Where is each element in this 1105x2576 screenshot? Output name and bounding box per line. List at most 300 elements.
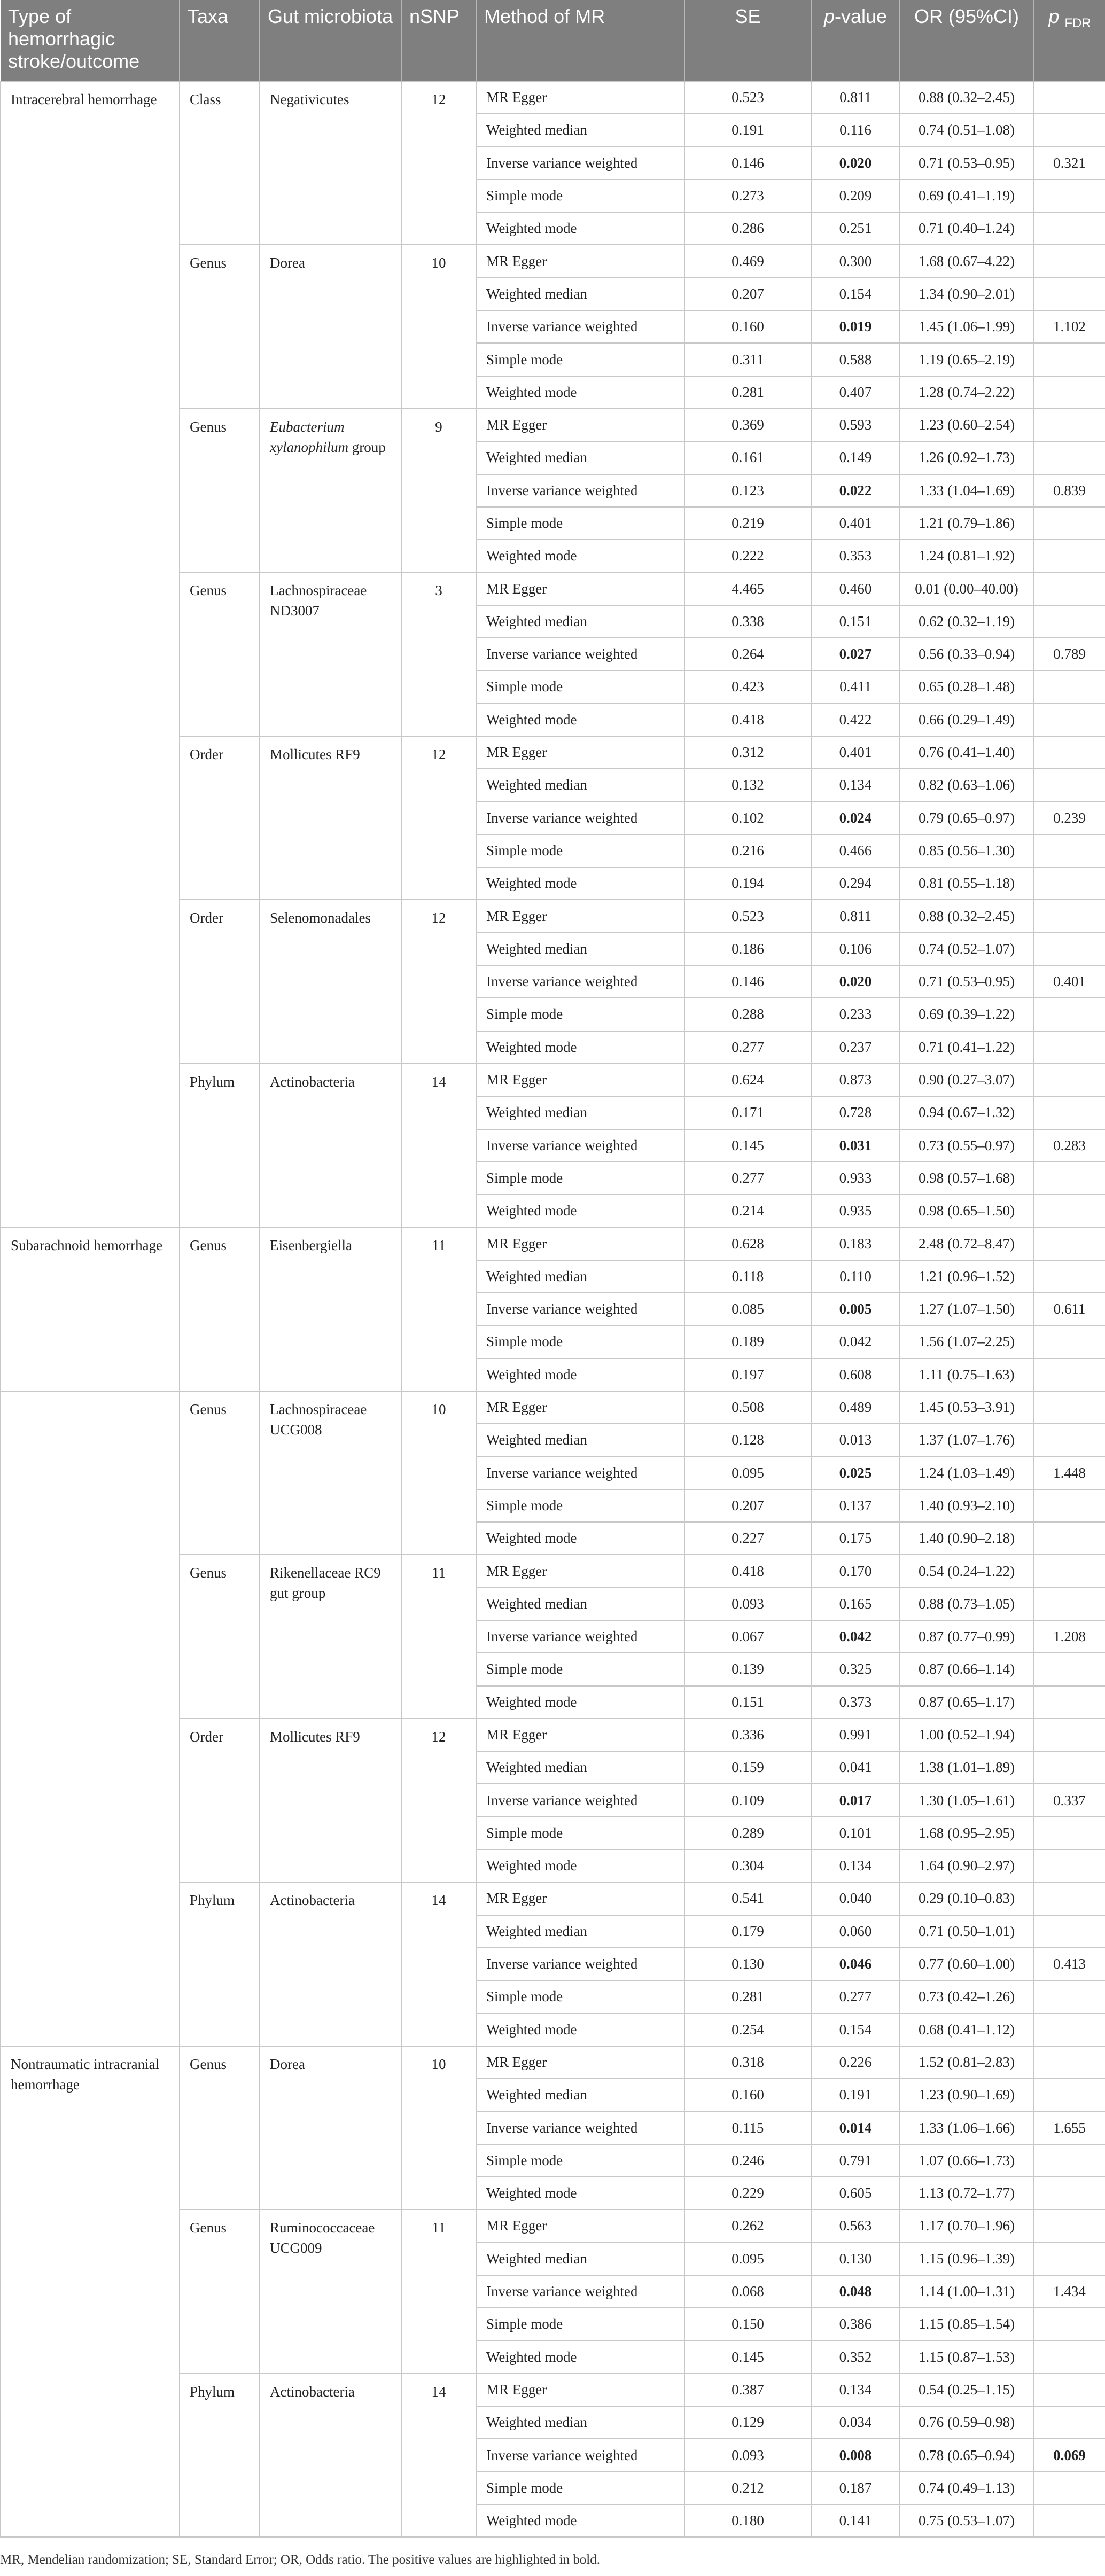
p-value-cell: 0.352 (811, 2340, 900, 2373)
method-cell: Weighted median (476, 1588, 684, 1620)
or-cell: 0.71 (0.53–0.95) (900, 965, 1033, 998)
p-fdr-cell (1033, 605, 1105, 638)
or-cell: 1.19 (0.65–2.19) (900, 343, 1033, 376)
nsnp-cell: 10 (401, 1391, 476, 1555)
or-cell: 0.77 (0.60–1.00) (900, 1948, 1033, 1980)
se-cell: 0.118 (684, 1260, 811, 1293)
or-cell: 0.71 (0.40–1.24) (900, 212, 1033, 245)
p-value-cell: 0.134 (811, 2374, 900, 2406)
p-value-cell: 0.325 (811, 1653, 900, 1685)
se-cell: 0.288 (684, 998, 811, 1031)
method-cell: Weighted mode (476, 2340, 684, 2373)
or-cell: 1.33 (1.06–1.66) (900, 2111, 1033, 2144)
or-cell: 1.13 (0.72–1.77) (900, 2177, 1033, 2210)
se-cell: 0.423 (684, 670, 811, 703)
or-cell: 1.23 (0.90–1.69) (900, 2079, 1033, 2111)
se-cell: 0.159 (684, 1751, 811, 1784)
or-cell: 0.29 (0.10–0.83) (900, 1882, 1033, 1915)
se-cell: 0.277 (684, 1031, 811, 1064)
or-cell: 0.87 (0.65–1.17) (900, 1686, 1033, 1719)
se-cell: 0.212 (684, 2472, 811, 2504)
or-cell: 1.21 (0.79–1.86) (900, 507, 1033, 540)
p-fdr-cell: 1.208 (1033, 1620, 1105, 1653)
p-value-cell: 0.728 (811, 1096, 900, 1129)
se-cell: 0.160 (684, 310, 811, 343)
or-cell: 1.33 (1.04–1.69) (900, 474, 1033, 507)
or-cell: 1.11 (0.75–1.63) (900, 1359, 1033, 1391)
nsnp-cell: 14 (401, 1064, 476, 1227)
se-cell: 0.246 (684, 2144, 811, 2177)
se-cell: 0.095 (684, 1456, 811, 1489)
se-cell: 0.093 (684, 1588, 811, 1620)
p-value-cell: 0.031 (811, 1129, 900, 1162)
p-fdr-cell (1033, 900, 1105, 932)
method-cell: MR Egger (476, 1719, 684, 1751)
method-cell: Weighted mode (476, 212, 684, 245)
method-cell: Simple mode (476, 998, 684, 1031)
method-cell: Weighted median (476, 1424, 684, 1456)
p-fdr-cell: 1.102 (1033, 310, 1105, 343)
se-cell: 0.102 (684, 802, 811, 834)
header-method: Method of MR (476, 0, 684, 81)
method-cell: MR Egger (476, 1555, 684, 1587)
se-cell: 0.469 (684, 245, 811, 277)
p-value-cell: 0.170 (811, 1555, 900, 1587)
p-fdr-cell (1033, 2472, 1105, 2504)
outcome-cell: Nontraumatic intracranial hemorrhage (1, 2046, 180, 2537)
p-value-cell: 0.873 (811, 1064, 900, 1096)
microbiota-cell: Actinobacteria (260, 2374, 401, 2537)
or-cell: 0.85 (0.56–1.30) (900, 834, 1033, 867)
se-cell: 0.191 (684, 114, 811, 146)
p-fdr-cell (1033, 2079, 1105, 2111)
p-value-cell: 0.013 (811, 1424, 900, 1456)
p-value-cell: 0.154 (811, 2013, 900, 2046)
method-cell: Weighted median (476, 2406, 684, 2439)
or-cell: 1.68 (0.67–4.22) (900, 245, 1033, 277)
table-row (1, 1391, 1105, 1424)
p-value-cell: 0.187 (811, 2472, 900, 2504)
taxa-cell: Order (180, 900, 260, 1063)
se-cell: 0.123 (684, 474, 811, 507)
p-fdr-cell (1033, 1424, 1105, 1456)
p-fdr-cell (1033, 704, 1105, 736)
p-value-cell: 0.226 (811, 2046, 900, 2079)
or-cell: 1.21 (0.96–1.52) (900, 1260, 1033, 1293)
p-value-cell: 0.141 (811, 2504, 900, 2537)
p-fdr-cell (1033, 933, 1105, 965)
taxa-cell: Phylum (180, 1064, 260, 1227)
method-cell: Weighted median (476, 2243, 684, 2275)
method-cell: Weighted median (476, 1751, 684, 1784)
or-cell: 1.27 (1.07–1.50) (900, 1293, 1033, 1325)
p-fdr-cell (1033, 409, 1105, 441)
p-value-cell: 0.034 (811, 2406, 900, 2439)
header-pfdr-sub: FDR (1064, 16, 1091, 31)
p-fdr-cell (1033, 1227, 1105, 1260)
method-cell: Simple mode (476, 1980, 684, 2013)
p-value-cell: 0.991 (811, 1719, 900, 1751)
se-cell: 0.281 (684, 1980, 811, 2013)
method-cell: Simple mode (476, 2308, 684, 2340)
or-cell: 0.54 (0.25–1.15) (900, 2374, 1033, 2406)
p-value-cell: 0.005 (811, 1293, 900, 1325)
p-value-cell: 0.401 (811, 736, 900, 769)
p-fdr-cell (1033, 1555, 1105, 1587)
p-value-cell: 0.593 (811, 409, 900, 441)
se-cell: 0.216 (684, 834, 811, 867)
p-fdr-cell (1033, 1915, 1105, 1948)
taxa-cell: Genus (180, 1227, 260, 1391)
p-value-cell: 0.060 (811, 1915, 900, 1948)
taxa-cell: Genus (180, 409, 260, 572)
p-fdr-cell (1033, 114, 1105, 146)
p-value-cell: 0.411 (811, 670, 900, 703)
p-value-cell: 0.466 (811, 834, 900, 867)
header-se: SE (684, 0, 811, 81)
method-cell: Simple mode (476, 2144, 684, 2177)
p-fdr-cell (1033, 2177, 1105, 2210)
p-value-cell: 0.460 (811, 572, 900, 605)
p-fdr-cell (1033, 2144, 1105, 2177)
se-cell: 0.095 (684, 2243, 811, 2275)
method-cell: Weighted mode (476, 1359, 684, 1391)
se-cell: 0.219 (684, 507, 811, 540)
or-cell: 0.87 (0.66–1.14) (900, 1653, 1033, 1685)
se-cell: 0.508 (684, 1391, 811, 1424)
p-fdr-cell: 1.655 (1033, 2111, 1105, 2144)
header-p-rest: -value (834, 5, 888, 27)
or-cell: 0.82 (0.63–1.06) (900, 769, 1033, 801)
method-cell: Simple mode (476, 343, 684, 376)
microbiota-cell: Lachnospiraceae ND3007 (260, 572, 401, 736)
or-cell: 1.40 (0.90–2.18) (900, 1522, 1033, 1555)
method-cell: MR Egger (476, 1227, 684, 1260)
se-cell: 0.214 (684, 1195, 811, 1227)
nsnp-cell: 12 (401, 81, 476, 245)
or-cell: 0.71 (0.53–0.95) (900, 147, 1033, 179)
or-cell: 0.81 (0.55–1.18) (900, 867, 1033, 900)
method-cell: Inverse variance weighted (476, 2275, 684, 2308)
p-value-cell: 0.134 (811, 1849, 900, 1882)
p-fdr-cell (1033, 769, 1105, 801)
or-cell: 1.00 (0.52–1.94) (900, 1719, 1033, 1751)
or-cell: 1.34 (0.90–2.01) (900, 278, 1033, 310)
p-fdr-cell: 0.337 (1033, 1784, 1105, 1816)
se-cell: 0.338 (684, 605, 811, 638)
method-cell: Simple mode (476, 834, 684, 867)
method-cell: Inverse variance weighted (476, 1293, 684, 1325)
se-cell: 0.151 (684, 1686, 811, 1719)
p-value-cell: 0.373 (811, 1686, 900, 1719)
header-p-fdr (1033, 0, 1105, 81)
header-pfdr-p: p (1048, 5, 1060, 27)
se-cell: 0.264 (684, 638, 811, 670)
p-value-cell: 0.407 (811, 376, 900, 409)
p-fdr-cell (1033, 1325, 1105, 1358)
p-value-cell: 0.386 (811, 2308, 900, 2340)
microbiota-cell: Ruminococcaceae UCG009 (260, 2210, 401, 2373)
p-value-cell: 0.183 (811, 1227, 900, 1260)
table-row (1, 81, 1105, 114)
method-cell: MR Egger (476, 2210, 684, 2242)
microbiota-cell (260, 409, 401, 572)
p-value-cell: 0.154 (811, 278, 900, 310)
or-cell: 1.28 (0.74–2.22) (900, 376, 1033, 409)
method-cell: MR Egger (476, 2374, 684, 2406)
method-cell: Inverse variance weighted (476, 965, 684, 998)
or-cell: 0.74 (0.49–1.13) (900, 2472, 1033, 2504)
header-nsnp: nSNP (401, 0, 476, 81)
p-value-cell: 0.041 (811, 1751, 900, 1784)
method-cell: Weighted median (476, 1096, 684, 1129)
microbiota-cell: Dorea (260, 245, 401, 408)
p-value-cell: 0.933 (811, 1162, 900, 1195)
method-cell: Simple mode (476, 1325, 684, 1358)
p-value-cell: 0.605 (811, 2177, 900, 2210)
se-cell: 0.628 (684, 1227, 811, 1260)
taxa-cell: Order (180, 736, 260, 900)
se-cell: 0.146 (684, 147, 811, 179)
p-value-cell: 0.175 (811, 1522, 900, 1555)
method-cell: Simple mode (476, 1489, 684, 1522)
method-cell: Simple mode (476, 1817, 684, 1849)
p-fdr-cell (1033, 2504, 1105, 2537)
method-cell: Inverse variance weighted (476, 1129, 684, 1162)
nsnp-cell: 11 (401, 2210, 476, 2373)
or-cell: 0.56 (0.33–0.94) (900, 638, 1033, 670)
microbiota-italic: Eubacterium xylanophilum (270, 418, 348, 455)
p-fdr-cell (1033, 540, 1105, 572)
or-cell: 0.79 (0.65–0.97) (900, 802, 1033, 834)
nsnp-cell: 11 (401, 1555, 476, 1718)
p-fdr-cell (1033, 1096, 1105, 1129)
or-cell: 0.87 (0.77–0.99) (900, 1620, 1033, 1653)
se-cell: 0.145 (684, 1129, 811, 1162)
nsnp-cell: 11 (401, 1227, 476, 1391)
method-cell: Simple mode (476, 1162, 684, 1195)
p-fdr-cell (1033, 441, 1105, 474)
or-cell: 0.98 (0.65–1.50) (900, 1195, 1033, 1227)
p-value-cell: 0.251 (811, 212, 900, 245)
method-cell: Weighted median (476, 114, 684, 146)
p-fdr-cell (1033, 1686, 1105, 1719)
p-fdr-cell: 0.611 (1033, 1293, 1105, 1325)
p-fdr-cell: 0.413 (1033, 1948, 1105, 1980)
se-cell: 0.222 (684, 540, 811, 572)
p-value-cell: 0.137 (811, 1489, 900, 1522)
p-fdr-cell (1033, 1064, 1105, 1096)
p-fdr-cell (1033, 1489, 1105, 1522)
method-cell: Weighted mode (476, 1686, 684, 1719)
p-fdr-cell (1033, 1031, 1105, 1064)
or-cell: 0.88 (0.32–2.45) (900, 81, 1033, 114)
nsnp-cell: 12 (401, 1719, 476, 1882)
p-value-cell: 0.046 (811, 1948, 900, 1980)
method-cell: Weighted mode (476, 867, 684, 900)
or-cell: 0.76 (0.41–1.40) (900, 736, 1033, 769)
p-fdr-cell (1033, 2374, 1105, 2406)
se-cell: 0.207 (684, 1489, 811, 1522)
se-cell: 0.109 (684, 1784, 811, 1816)
method-cell: Weighted mode (476, 2177, 684, 2210)
p-fdr-cell (1033, 1751, 1105, 1784)
or-cell: 0.74 (0.52–1.07) (900, 933, 1033, 965)
or-cell: 1.24 (0.81–1.92) (900, 540, 1033, 572)
microbiota-suffix: group (348, 439, 386, 455)
se-cell: 0.186 (684, 933, 811, 965)
p-fdr-cell (1033, 1882, 1105, 1915)
header-p-italic: p (823, 5, 835, 27)
method-cell: Inverse variance weighted (476, 1948, 684, 1980)
se-cell: 0.277 (684, 1162, 811, 1195)
method-cell: MR Egger (476, 81, 684, 114)
method-cell: MR Egger (476, 2046, 684, 2079)
outcome-cell: Subarachnoid hemorrhage (1, 1227, 180, 1391)
p-value-cell: 0.101 (811, 1817, 900, 1849)
p-value-cell: 0.017 (811, 1784, 900, 1816)
p-fdr-cell: 1.448 (1033, 1456, 1105, 1489)
taxa-cell: Genus (180, 2046, 260, 2210)
p-value-cell: 0.935 (811, 1195, 900, 1227)
p-value-cell: 0.489 (811, 1391, 900, 1424)
p-value-cell: 0.025 (811, 1456, 900, 1489)
se-cell: 0.281 (684, 376, 811, 409)
p-value-cell: 0.027 (811, 638, 900, 670)
method-cell: Simple mode (476, 670, 684, 703)
se-cell: 0.229 (684, 2177, 811, 2210)
method-cell: Inverse variance weighted (476, 1456, 684, 1489)
se-cell: 0.369 (684, 409, 811, 441)
se-cell: 0.523 (684, 900, 811, 932)
p-fdr-cell (1033, 343, 1105, 376)
or-cell: 0.68 (0.41–1.12) (900, 2013, 1033, 2046)
or-cell: 1.45 (0.53–3.91) (900, 1391, 1033, 1424)
p-value-cell: 0.149 (811, 441, 900, 474)
se-cell: 0.418 (684, 704, 811, 736)
microbiota-cell: Dorea (260, 2046, 401, 2210)
se-cell: 0.160 (684, 2079, 811, 2111)
nsnp-cell: 12 (401, 736, 476, 900)
microbiota-cell: Actinobacteria (260, 1064, 401, 1227)
p-value-cell: 0.110 (811, 1260, 900, 1293)
method-cell: Inverse variance weighted (476, 2111, 684, 2144)
method-cell: Weighted median (476, 278, 684, 310)
se-cell: 0.180 (684, 2504, 811, 2537)
nsnp-cell: 14 (401, 1882, 476, 2046)
p-value-cell: 0.401 (811, 507, 900, 540)
or-cell: 1.15 (0.87–1.53) (900, 2340, 1033, 2373)
p-value-cell: 0.008 (811, 2439, 900, 2471)
p-value-cell: 0.130 (811, 2243, 900, 2275)
method-cell: Weighted mode (476, 2504, 684, 2537)
p-value-cell: 0.024 (811, 802, 900, 834)
p-value-cell: 0.042 (811, 1620, 900, 1653)
or-cell: 0.88 (0.32–2.45) (900, 900, 1033, 932)
p-value-cell: 0.040 (811, 1882, 900, 1915)
p-value-cell: 0.588 (811, 343, 900, 376)
or-cell: 0.73 (0.55–0.97) (900, 1129, 1033, 1162)
or-cell: 1.23 (0.60–2.54) (900, 409, 1033, 441)
p-fdr-cell (1033, 2046, 1105, 2079)
microbiota-cell: Mollicutes RF9 (260, 1719, 401, 1882)
method-cell: Weighted median (476, 769, 684, 801)
se-cell: 0.227 (684, 1522, 811, 1555)
p-value-cell: 0.233 (811, 998, 900, 1031)
nsnp-cell: 10 (401, 245, 476, 408)
microbiota-cell: Actinobacteria (260, 1882, 401, 2046)
or-cell: 1.26 (0.92–1.73) (900, 441, 1033, 474)
p-fdr-cell (1033, 2340, 1105, 2373)
or-cell: 2.48 (0.72–8.47) (900, 1227, 1033, 1260)
method-cell: MR Egger (476, 1391, 684, 1424)
or-cell: 0.69 (0.41–1.19) (900, 179, 1033, 212)
or-cell: 0.75 (0.53–1.07) (900, 2504, 1033, 2537)
p-value-cell: 0.608 (811, 1359, 900, 1391)
p-fdr-cell (1033, 376, 1105, 409)
method-cell: Inverse variance weighted (476, 474, 684, 507)
method-cell: MR Egger (476, 1064, 684, 1096)
or-cell: 0.73 (0.42–1.26) (900, 1980, 1033, 2013)
se-cell: 0.254 (684, 2013, 811, 2046)
p-value-cell: 0.422 (811, 704, 900, 736)
p-value-cell: 0.294 (811, 867, 900, 900)
method-cell: Weighted mode (476, 540, 684, 572)
taxa-cell: Genus (180, 2210, 260, 2373)
se-cell: 0.189 (684, 1325, 811, 1358)
p-value-cell: 0.791 (811, 2144, 900, 2177)
p-fdr-cell: 0.401 (1033, 965, 1105, 998)
or-cell: 1.14 (1.00–1.31) (900, 2275, 1033, 2308)
taxa-cell: Genus (180, 1391, 260, 1555)
table-body (1, 81, 1105, 2537)
method-cell: Weighted mode (476, 1522, 684, 1555)
nsnp-cell: 12 (401, 900, 476, 1063)
p-value-cell: 0.042 (811, 1325, 900, 1358)
taxa-cell: Genus (180, 1555, 260, 1718)
nsnp-cell: 9 (401, 409, 476, 572)
se-cell: 0.129 (684, 2406, 811, 2439)
se-cell: 0.146 (684, 965, 811, 998)
p-fdr-cell (1033, 998, 1105, 1031)
method-cell: Simple mode (476, 179, 684, 212)
header-or: OR (95%CI) (900, 0, 1033, 81)
p-fdr-cell: 1.434 (1033, 2275, 1105, 2308)
method-cell: Weighted mode (476, 2013, 684, 2046)
se-cell: 0.387 (684, 2374, 811, 2406)
p-value-cell: 0.191 (811, 2079, 900, 2111)
p-fdr-cell (1033, 2406, 1105, 2439)
se-cell: 0.311 (684, 343, 811, 376)
microbiota-cell: Negativicutes (260, 81, 401, 245)
se-cell: 0.161 (684, 441, 811, 474)
p-value-cell: 0.811 (811, 900, 900, 932)
or-cell: 0.78 (0.65–0.94) (900, 2439, 1033, 2471)
p-fdr-cell (1033, 1359, 1105, 1391)
method-cell: Weighted median (476, 933, 684, 965)
method-cell: Simple mode (476, 507, 684, 540)
p-fdr-cell (1033, 245, 1105, 277)
se-cell: 0.194 (684, 867, 811, 900)
or-cell: 0.76 (0.59–0.98) (900, 2406, 1033, 2439)
se-cell: 0.179 (684, 1915, 811, 1948)
header-type: Type of hemorrhagic stroke/outcome (1, 0, 180, 81)
method-cell: Weighted mode (476, 704, 684, 736)
se-cell: 0.130 (684, 1948, 811, 1980)
method-cell: MR Egger (476, 409, 684, 441)
p-fdr-cell (1033, 867, 1105, 900)
se-cell: 0.336 (684, 1719, 811, 1751)
